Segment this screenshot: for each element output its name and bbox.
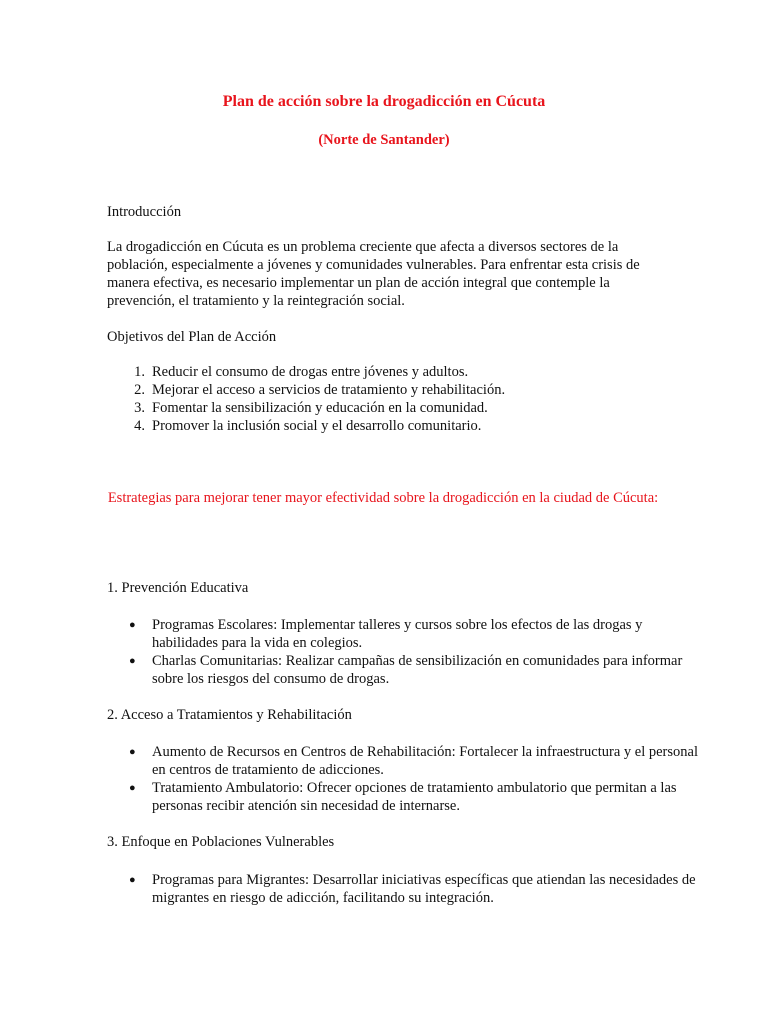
objectives-list [107, 363, 712, 435]
list-item [134, 417, 712, 435]
document-title: Plan de acción sobre la drogadicción en Cúcuta [222, 93, 546, 110]
list-item [129, 652, 712, 688]
list-item [129, 743, 712, 779]
list-item [134, 399, 712, 417]
section-list-poblaciones [107, 871, 712, 907]
list-item-text: Reducir el consumo de drogas entre jóvenes y adultos. [152, 364, 469, 380]
list-item [129, 779, 712, 815]
list-item-text: Charlas Comunitarias: Realizar campañas de sensibilización en comunidades para informar sobre los riesgos del consumo de drogas. [152, 653, 683, 687]
list-item [134, 381, 712, 399]
section-heading-prevencion: 1. Prevención Educativa [107, 580, 249, 596]
list-number: 3. [134, 400, 145, 416]
section-heading-tratamiento: 2. Acceso a Tratamientos y Rehabilitación [107, 707, 352, 723]
list-item-text: Programas para Migrantes: Desarrollar iniciativas específicas que atiendan las necesidades de migrantes en riesgo de adicción, facilitando su integración. [152, 872, 696, 906]
section-heading-poblaciones: 3. Enfoque en Poblaciones Vulnerables [107, 834, 335, 850]
bullet-icon: ● [129, 619, 136, 631]
bullet-icon: ● [129, 746, 136, 758]
objectives-heading: Objetivos del Plan de Acción [107, 329, 277, 345]
list-item-text: Tratamiento Ambulatorio: Ofrecer opciones de tratamiento ambulatorio que permitan a las personas recibir atención sin necesidad de internarse. [152, 780, 677, 814]
intro-heading: Introducción [107, 204, 182, 220]
list-item [134, 363, 712, 381]
list-item-text: Fomentar la sensibilización y educación en la comunidad. [152, 400, 488, 416]
list-item [129, 616, 712, 652]
list-number: 2. [134, 382, 145, 398]
bullet-icon: ● [129, 782, 136, 794]
list-item-text: Aumento de Recursos en Centros de Rehabilitación: Fortalecer la infraestructura y el personal en centros de tratamiento de adicciones. [152, 744, 698, 778]
section-list-tratamiento [107, 743, 712, 815]
list-item-text: Promover la inclusión social y el desarrollo comunitario. [152, 418, 482, 434]
list-number: 4. [134, 418, 145, 434]
list-item-text: Mejorar el acceso a servicios de tratamiento y rehabilitación. [152, 382, 506, 398]
list-item [129, 871, 712, 907]
bullet-icon: ● [129, 874, 136, 886]
strategies-heading: Estrategias para mejorar tener mayor efectividad sobre la drogadicción en la ciudad de Cúcuta: [107, 490, 659, 506]
list-number: 1. [134, 364, 145, 380]
list-item-text: Programas Escolares: Implementar talleres y cursos sobre los efectos de las drogas y habilidades para la vida en colegios. [152, 617, 643, 651]
bullet-icon: ● [129, 655, 136, 667]
intro-paragraph: La drogadicción en Cúcuta es un problema creciente que afecta a diversos sectores de la población, especialmente a jóvenes y comunidades vulnerables. Para enfrentar esta crisis de manera efectiva, es necesario implementar un plan de acción integral que contemple la prevención, el tratamiento y la reintegración social. [107, 239, 640, 309]
section-list-prevencion [107, 616, 712, 688]
document-subtitle: (Norte de Santander) [318, 132, 450, 148]
